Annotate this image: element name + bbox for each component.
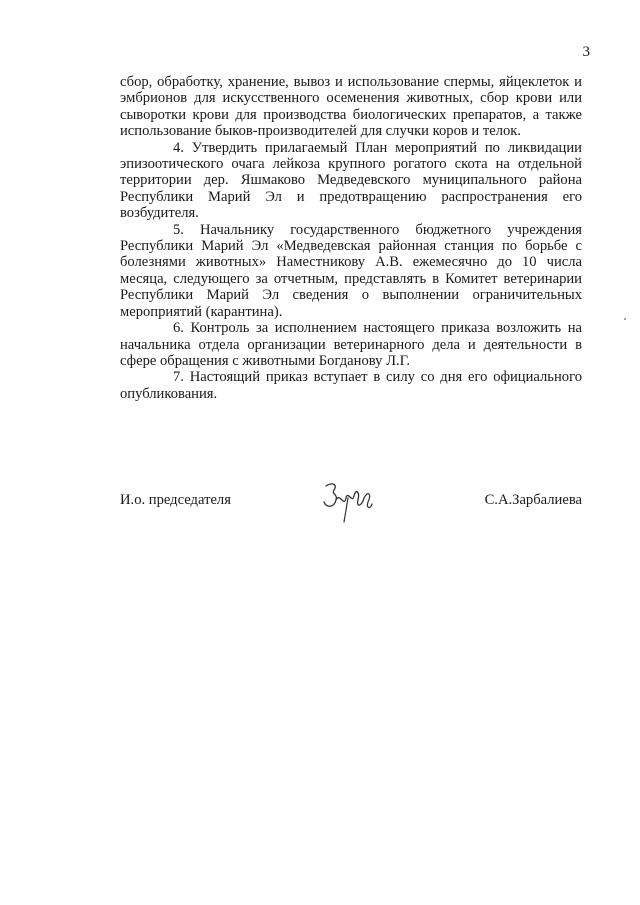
- paragraph-item-4: 4. Утвердить прилагаемый План мероприятий по ликвидации эпизоотического очага лейкоза крупного рогатого скота на отдельной территории дер. Яшмаково Медведевского муниципального района Республики Марий Эл и предотвращению распространения его возбудителя.: [120, 139, 582, 222]
- paragraph-item-5: 5. Начальнику государственного бюджетного учреждения Республики Марий Эл «Медведевская районная станция по борьбе с болезнями животных» Наместникову А.В. ежемесячно до 10 числа месяца, следующего за отчетным, представлять в Комитет ветеринарии Республики Марий Эл сведения о выполнении ограничительных мероприятий (карантина).: [120, 221, 582, 320]
- document-body: [120, 74, 582, 402]
- paragraph-item-7: 7. Настоящий приказ вступает в силу со дня его официального опубликования.: [120, 369, 582, 402]
- paragraph-item-6: 6. Контроль за исполнением настоящего приказа возложить на начальника отдела организации ветеринарного дела и деятельности в сфере обращения с животными Богданову Л.Г.: [120, 320, 582, 369]
- signature-block: [120, 478, 582, 538]
- signatory-title: И.о. председателя: [120, 492, 231, 508]
- handwritten-signature: [318, 478, 378, 528]
- paragraph-continuation: сбор, обработку, хранение, вывоз и использование спермы, яйцеклеток и эмбрионов для искусственного осеменения животных, сбор крови или сыворотки крови для производства биологических препаратов, а также использование быков-производителей для случки коров и телок.: [120, 74, 582, 140]
- signatory-name: С.А.Зарбалиева: [484, 492, 582, 508]
- scan-speck: [624, 318, 626, 320]
- page-number: 3: [582, 44, 590, 60]
